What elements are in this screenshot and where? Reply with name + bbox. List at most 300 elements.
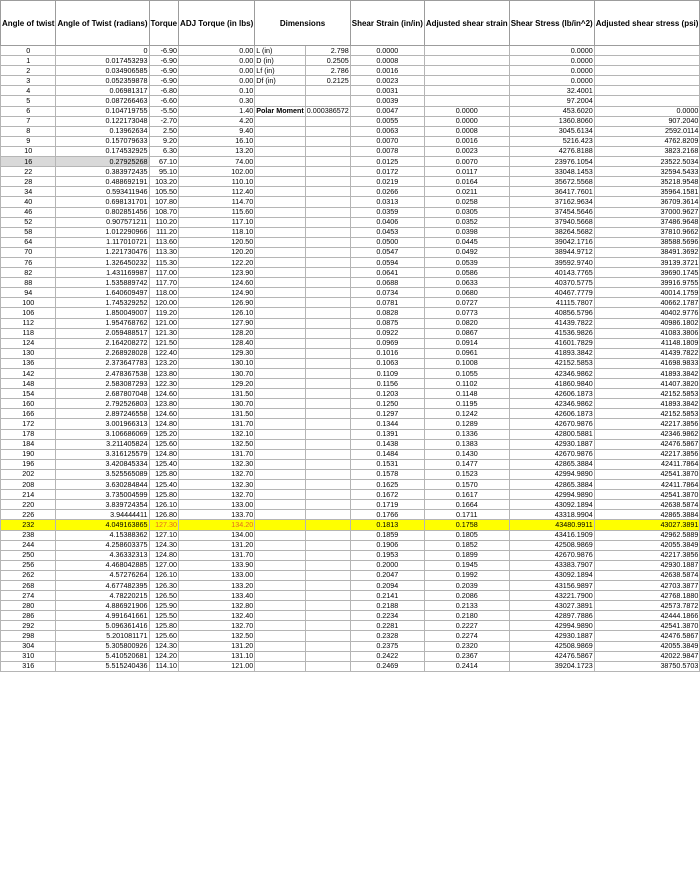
dimension-label-cell[interactable] [255,550,306,560]
table-row[interactable] [1,560,700,570]
table-row[interactable] [1,298,700,308]
adj-shear-stress-cell[interactable]: 42411.7864 [594,459,700,469]
dimension-value-cell[interactable] [305,237,350,247]
adj-shear-strain-cell[interactable]: 0.1336 [424,429,509,439]
adj-torque-cell[interactable]: 126.10 [179,308,255,318]
adj-shear-stress-cell[interactable]: 3823.2168 [594,146,700,156]
dimension-label-cell[interactable] [255,338,306,348]
adj-torque-cell[interactable]: 132.10 [179,429,255,439]
adj-torque-cell[interactable]: 134.20 [179,520,255,530]
adj-shear-strain-cell[interactable]: 0.0445 [424,237,509,247]
angle-cell[interactable]: 2 [1,66,56,76]
angle-cell[interactable]: 142 [1,369,56,379]
torque-cell[interactable]: 119.20 [149,308,179,318]
dimension-label-cell[interactable] [255,389,306,399]
torque-cell[interactable]: 9.20 [149,136,179,146]
adj-shear-stress-cell[interactable]: 36709.3614 [594,197,700,207]
shear-strain-cell[interactable]: 0.2188 [350,601,424,611]
dimension-label-cell[interactable] [255,379,306,389]
shear-stress-cell[interactable]: 42670.9876 [509,449,594,459]
adj-shear-strain-cell[interactable] [424,96,509,106]
angle-cell[interactable]: 46 [1,207,56,217]
angle-cell[interactable]: 7 [1,116,56,126]
adj-shear-strain-cell[interactable]: 0.1383 [424,439,509,449]
adj-shear-stress-cell[interactable]: 35218.9548 [594,177,700,187]
shear-strain-cell[interactable]: 0.0016 [350,66,424,76]
adj-torque-cell[interactable]: 9.40 [179,126,255,136]
torque-cell[interactable]: 118.00 [149,288,179,298]
adj-torque-cell[interactable]: 132.70 [179,490,255,500]
adj-shear-stress-cell[interactable]: 38588.5696 [594,237,700,247]
dimension-value-cell[interactable] [305,328,350,338]
adj-torque-cell[interactable]: 132.80 [179,601,255,611]
torque-cell[interactable]: -6.90 [149,76,179,86]
radians-cell[interactable]: 2.373647783 [56,358,149,368]
dimension-label-cell[interactable] [255,308,306,318]
shear-stress-cell[interactable]: 37162.9634 [509,197,594,207]
torque-cell[interactable]: 124.60 [149,389,179,399]
dimension-value-cell[interactable] [305,621,350,631]
table-row[interactable] [1,207,700,217]
header-adjusted-shear-strain[interactable]: Adjusted shear strain [424,1,509,46]
torque-cell[interactable]: -6.80 [149,86,179,96]
table-row[interactable] [1,278,700,288]
shear-stress-cell[interactable]: 39042.1716 [509,237,594,247]
adj-torque-cell[interactable]: 4.20 [179,116,255,126]
adj-shear-stress-cell[interactable]: 42962.5889 [594,530,700,540]
shear-stress-cell[interactable]: 43092.1894 [509,570,594,580]
shear-strain-cell[interactable]: 0.1766 [350,510,424,520]
shear-strain-cell[interactable]: 0.0922 [350,328,424,338]
shear-strain-cell[interactable]: 0.0023 [350,76,424,86]
table-row[interactable] [1,167,700,177]
adj-shear-strain-cell[interactable]: 0.1992 [424,570,509,580]
shear-strain-cell[interactable]: 0.0031 [350,86,424,96]
dimension-label-cell[interactable] [255,86,306,96]
angle-cell[interactable]: 316 [1,661,56,671]
angle-cell[interactable]: 268 [1,580,56,590]
adj-shear-stress-cell[interactable]: 38750.5703 [594,661,700,671]
torque-cell[interactable]: 125.40 [149,480,179,490]
shear-stress-cell[interactable]: 42994.9890 [509,621,594,631]
table-row[interactable] [1,369,700,379]
table-row[interactable] [1,580,700,590]
table-row[interactable] [1,106,700,116]
table-row[interactable] [1,96,700,106]
table-row[interactable] [1,490,700,500]
shear-strain-cell[interactable]: 0.2094 [350,580,424,590]
shear-strain-cell[interactable]: 0.0047 [350,106,424,116]
angle-cell[interactable]: 58 [1,227,56,237]
dimension-label-cell[interactable] [255,288,306,298]
angle-cell[interactable]: 250 [1,550,56,560]
dimension-value-cell[interactable] [305,217,350,227]
angle-cell[interactable]: 286 [1,611,56,621]
dimension-value-cell[interactable] [305,247,350,257]
dimension-value-cell[interactable] [305,661,350,671]
angle-cell[interactable]: 106 [1,308,56,318]
radians-cell[interactable]: 1.012290966 [56,227,149,237]
shear-stress-cell[interactable]: 0.0000 [509,56,594,66]
adj-shear-strain-cell[interactable]: 0.1008 [424,358,509,368]
header-angle-radians[interactable]: Angle of Twist (radians) [56,1,149,46]
shear-strain-cell[interactable]: 0.0078 [350,146,424,156]
adj-shear-strain-cell[interactable] [424,46,509,56]
adj-shear-stress-cell[interactable]: 41893.3842 [594,369,700,379]
table-row[interactable] [1,328,700,338]
radians-cell[interactable]: 0.593411946 [56,187,149,197]
adj-shear-stress-cell[interactable]: 32594.5433 [594,167,700,177]
dimension-label-cell[interactable] [255,480,306,490]
table-row[interactable] [1,46,700,56]
radians-cell[interactable]: 0 [56,46,149,56]
dimension-label-cell[interactable] [255,348,306,358]
shear-strain-cell[interactable]: 0.0969 [350,338,424,348]
adj-torque-cell[interactable]: 130.10 [179,358,255,368]
torque-cell[interactable]: 123.80 [149,369,179,379]
table-row[interactable] [1,550,700,560]
torque-cell[interactable]: 124.80 [149,449,179,459]
table-row[interactable] [1,308,700,318]
table-row[interactable] [1,520,700,530]
dimension-value-cell[interactable] [305,207,350,217]
radians-cell[interactable]: 4.78220215 [56,591,149,601]
dimension-label-cell[interactable] [255,490,306,500]
adj-shear-strain-cell[interactable]: 0.0633 [424,278,509,288]
table-row[interactable] [1,177,700,187]
torque-cell[interactable]: 125.90 [149,601,179,611]
shear-stress-cell[interactable]: 43156.9897 [509,580,594,590]
shear-stress-cell[interactable]: 42930.1887 [509,631,594,641]
adj-shear-stress-cell[interactable]: 42476.5867 [594,439,700,449]
adj-shear-stress-cell[interactable]: 41083.3806 [594,328,700,338]
angle-cell[interactable]: 238 [1,530,56,540]
dimension-value-cell[interactable] [305,510,350,520]
angle-cell[interactable]: 292 [1,621,56,631]
angle-cell[interactable]: 208 [1,480,56,490]
shear-stress-cell[interactable]: 0.0000 [509,76,594,86]
table-row[interactable] [1,247,700,257]
dimension-label-cell[interactable] [255,227,306,237]
dimension-value-cell[interactable] [305,399,350,409]
adj-torque-cell[interactable]: 117.10 [179,217,255,227]
shear-stress-cell[interactable]: 32.4001 [509,86,594,96]
shear-strain-cell[interactable]: 0.0828 [350,308,424,318]
adj-shear-strain-cell[interactable]: 0.2180 [424,611,509,621]
angle-cell[interactable]: 244 [1,540,56,550]
shear-stress-cell[interactable]: 33048.1453 [509,167,594,177]
dimension-label-cell[interactable] [255,510,306,520]
adj-shear-strain-cell[interactable]: 0.0016 [424,136,509,146]
dimension-value-cell[interactable] [305,197,350,207]
dimension-value-cell[interactable] [305,257,350,267]
shear-stress-cell[interactable]: 42800.5881 [509,429,594,439]
table-row[interactable] [1,268,700,278]
radians-cell[interactable]: 4.677482395 [56,580,149,590]
table-row[interactable] [1,469,700,479]
adj-shear-stress-cell[interactable]: 41698.9833 [594,358,700,368]
adj-shear-stress-cell[interactable] [594,86,700,96]
torque-cell[interactable]: 124.80 [149,550,179,560]
shear-strain-cell[interactable]: 0.0172 [350,167,424,177]
table-row[interactable] [1,439,700,449]
shear-strain-cell[interactable]: 0.0039 [350,96,424,106]
radians-cell[interactable]: 3.630284844 [56,480,149,490]
header-shear-strain[interactable]: Shear Strain (in/in) [350,1,424,46]
radians-cell[interactable]: 0.383972435 [56,167,149,177]
angle-cell[interactable]: 0 [1,46,56,56]
angle-cell[interactable]: 130 [1,348,56,358]
angle-cell[interactable]: 148 [1,379,56,389]
adj-torque-cell[interactable]: 0.00 [179,46,255,56]
torque-cell[interactable]: 125.50 [149,611,179,621]
shear-strain-cell[interactable]: 0.0055 [350,116,424,126]
shear-strain-cell[interactable]: 0.0313 [350,197,424,207]
shear-stress-cell[interactable]: 5216.423 [509,136,594,146]
angle-cell[interactable]: 9 [1,136,56,146]
radians-cell[interactable]: 0.698131701 [56,197,149,207]
radians-cell[interactable]: 3.420845334 [56,459,149,469]
shear-strain-cell[interactable]: 0.1250 [350,399,424,409]
shear-strain-cell[interactable]: 0.0125 [350,157,424,167]
torque-cell[interactable]: 122.40 [149,348,179,358]
dimension-label-cell[interactable] [255,126,306,136]
angle-cell[interactable]: 52 [1,217,56,227]
adj-shear-stress-cell[interactable]: 42444.1866 [594,611,700,621]
angle-cell[interactable]: 256 [1,560,56,570]
radians-cell[interactable]: 3.735004599 [56,490,149,500]
adj-shear-strain-cell[interactable]: 0.1430 [424,449,509,459]
adj-torque-cell[interactable]: 123.90 [179,268,255,278]
adj-torque-cell[interactable]: 120.20 [179,247,255,257]
shear-stress-cell[interactable]: 42346.9862 [509,399,594,409]
dimension-value-cell[interactable]: 0.000386572 [306,106,349,116]
adj-torque-cell[interactable]: 127.90 [179,318,255,328]
table-row[interactable] [1,601,700,611]
radians-cell[interactable]: 3.001966313 [56,419,149,429]
adj-shear-strain-cell[interactable]: 0.0539 [424,257,509,267]
shear-strain-cell[interactable]: 0.0734 [350,288,424,298]
dimension-label-cell[interactable] [255,439,306,449]
torque-cell[interactable]: -6.90 [149,66,179,76]
dimension-value-cell[interactable] [305,611,350,621]
torque-cell[interactable]: 107.80 [149,197,179,207]
table-row[interactable] [1,500,700,510]
dimension-value-cell[interactable] [305,560,350,570]
shear-strain-cell[interactable]: 0.1484 [350,449,424,459]
adj-torque-cell[interactable]: 0.00 [179,76,255,86]
shear-stress-cell[interactable]: 0.0000 [509,46,594,56]
dimension-value-cell[interactable] [305,136,350,146]
adj-shear-strain-cell[interactable]: 0.0680 [424,288,509,298]
shear-strain-cell[interactable]: 0.0547 [350,247,424,257]
adj-shear-strain-cell[interactable]: 0.0000 [424,106,509,116]
adj-shear-strain-cell[interactable] [424,56,509,66]
adj-shear-stress-cell[interactable]: 42152.5853 [594,409,700,419]
shear-strain-cell[interactable]: 0.0008 [350,56,424,66]
table-row[interactable] [1,459,700,469]
angle-cell[interactable]: 166 [1,409,56,419]
adj-shear-strain-cell[interactable]: 0.0773 [424,308,509,318]
adj-torque-cell[interactable]: 128.20 [179,328,255,338]
header-dimensions[interactable]: Dimensions [255,1,351,46]
table-row[interactable] [1,146,700,156]
radians-cell[interactable]: 1.221730476 [56,247,149,257]
adj-shear-strain-cell[interactable]: 0.0352 [424,217,509,227]
torque-cell[interactable]: 125.60 [149,439,179,449]
dimension-value-cell[interactable] [305,268,350,278]
table-row[interactable] [1,187,700,197]
shear-stress-cell[interactable]: 41601.7829 [509,338,594,348]
torque-cell[interactable]: 6.30 [149,146,179,156]
angle-cell[interactable]: 22 [1,167,56,177]
adj-shear-stress-cell[interactable]: 42346.9862 [594,429,700,439]
torque-cell[interactable]: 108.70 [149,207,179,217]
adj-shear-stress-cell[interactable]: 42055.3849 [594,641,700,651]
shear-stress-cell[interactable]: 40856.5796 [509,308,594,318]
angle-cell[interactable]: 5 [1,96,56,106]
adj-shear-stress-cell[interactable]: 38491.3692 [594,247,700,257]
dimension-value-cell[interactable] [305,520,350,530]
shear-stress-cell[interactable]: 42865.3884 [509,459,594,469]
dimension-value-cell[interactable] [305,167,350,177]
shear-stress-cell[interactable]: 43027.3891 [509,601,594,611]
shear-strain-cell[interactable]: 0.0500 [350,237,424,247]
adj-shear-stress-cell[interactable]: 39916.9755 [594,278,700,288]
angle-cell[interactable]: 184 [1,439,56,449]
table-row[interactable] [1,399,700,409]
dimension-label-cell[interactable] [255,318,306,328]
adj-shear-strain-cell[interactable]: 0.1570 [424,480,509,490]
adj-torque-cell[interactable]: 0.00 [179,66,255,76]
dimension-value-cell[interactable] [305,126,350,136]
angle-cell[interactable]: 202 [1,469,56,479]
dimension-value-cell[interactable] [305,278,350,288]
dimension-value-cell[interactable] [305,157,350,167]
angle-cell[interactable]: 88 [1,278,56,288]
table-row[interactable] [1,318,700,328]
dimension-label-cell[interactable] [255,580,306,590]
table-row[interactable] [1,570,700,580]
dimension-label-cell[interactable] [255,651,306,661]
dimension-label-cell[interactable] [255,247,306,257]
dimension-value-cell[interactable] [305,480,350,490]
torque-cell[interactable]: 124.20 [149,651,179,661]
shear-strain-cell[interactable]: 0.2328 [350,631,424,641]
dimension-value-cell[interactable] [305,439,350,449]
dimension-value-cell[interactable] [305,631,350,641]
shear-stress-cell[interactable]: 42606.1873 [509,409,594,419]
adj-torque-cell[interactable]: 131.50 [179,389,255,399]
dimension-label-cell[interactable] [255,399,306,409]
adj-shear-stress-cell[interactable]: 41439.7822 [594,348,700,358]
torque-cell[interactable]: 125.80 [149,490,179,500]
adj-shear-stress-cell[interactable]: 43027.3891 [594,520,700,530]
dimension-value-cell[interactable] [305,651,350,661]
adj-shear-strain-cell[interactable]: 0.0211 [424,187,509,197]
angle-cell[interactable]: 262 [1,570,56,580]
dimension-label-cell[interactable] [255,146,306,156]
shear-strain-cell[interactable]: 0.1859 [350,530,424,540]
shear-strain-cell[interactable]: 0.1625 [350,480,424,490]
adj-torque-cell[interactable]: 132.70 [179,621,255,631]
shear-strain-cell[interactable]: 0.1953 [350,550,424,560]
torque-cell[interactable]: 126.80 [149,510,179,520]
dimension-label-cell[interactable] [255,268,306,278]
table-row[interactable] [1,419,700,429]
adj-torque-cell[interactable]: 131.10 [179,651,255,661]
radians-cell[interactable]: 3.316125579 [56,449,149,459]
dimension-label-cell[interactable] [255,116,306,126]
radians-cell[interactable]: 4.57276264 [56,570,149,580]
dimension-value-cell[interactable] [305,409,350,419]
adj-torque-cell[interactable]: 122.20 [179,257,255,267]
table-row[interactable] [1,66,700,76]
table-row[interactable] [1,510,700,520]
shear-stress-cell[interactable]: 38944.9712 [509,247,594,257]
dimension-label-cell[interactable] [255,500,306,510]
radians-cell[interactable]: 3.211405824 [56,439,149,449]
adj-shear-strain-cell[interactable]: 0.1477 [424,459,509,469]
adj-shear-stress-cell[interactable]: 42638.5874 [594,500,700,510]
header-adjusted-shear-stress[interactable]: Adjusted shear stress (psi) [594,1,700,46]
header-angle[interactable]: Angle of twist [1,1,56,46]
dimension-value-cell[interactable] [305,540,350,550]
adj-torque-cell[interactable]: 1.40 [179,106,255,116]
dimension-label-cell[interactable] [255,591,306,601]
adj-torque-cell[interactable]: 133.00 [179,500,255,510]
dimension-value-cell[interactable] [305,580,350,590]
shear-stress-cell[interactable]: 40370.5775 [509,278,594,288]
shear-stress-cell[interactable]: 42897.7886 [509,611,594,621]
radians-cell[interactable]: 0.157079633 [56,136,149,146]
radians-cell[interactable]: 2.268928028 [56,348,149,358]
shear-strain-cell[interactable]: 0.1391 [350,429,424,439]
table-row[interactable] [1,338,700,348]
adj-torque-cell[interactable]: 133.40 [179,591,255,601]
table-row[interactable] [1,237,700,247]
dimension-value-cell[interactable] [305,86,350,96]
radians-cell[interactable]: 2.478367538 [56,369,149,379]
dimension-label-cell[interactable] [255,217,306,227]
adj-shear-stress-cell[interactable]: 39139.3721 [594,257,700,267]
torque-cell[interactable]: 110.20 [149,217,179,227]
shear-strain-cell[interactable]: 0.1719 [350,500,424,510]
radians-cell[interactable]: 2.687807048 [56,389,149,399]
shear-strain-cell[interactable]: 0.0359 [350,207,424,217]
radians-cell[interactable]: 2.059488517 [56,328,149,338]
shear-stress-cell[interactable]: 0.0000 [509,66,594,76]
table-row[interactable] [1,126,700,136]
shear-strain-cell[interactable]: 0.2469 [350,661,424,671]
shear-stress-cell[interactable]: 42606.1873 [509,389,594,399]
angle-cell[interactable]: 118 [1,328,56,338]
dimension-value-cell[interactable] [305,308,350,318]
dimension-value-cell[interactable] [305,338,350,348]
shear-strain-cell[interactable]: 0.1578 [350,469,424,479]
shear-stress-cell[interactable]: 453.6020 [509,106,594,116]
dimension-value-cell[interactable] [305,379,350,389]
angle-cell[interactable]: 274 [1,591,56,601]
torque-cell[interactable]: 113.30 [149,247,179,257]
shear-stress-cell[interactable]: 42152.5853 [509,358,594,368]
adj-torque-cell[interactable]: 132.30 [179,459,255,469]
angle-cell[interactable]: 28 [1,177,56,187]
dimension-label-cell[interactable] [255,177,306,187]
shear-strain-cell[interactable]: 0.0688 [350,278,424,288]
dimension-value-cell[interactable]: 0.2505 [305,56,350,66]
dimension-label-cell[interactable] [255,419,306,429]
